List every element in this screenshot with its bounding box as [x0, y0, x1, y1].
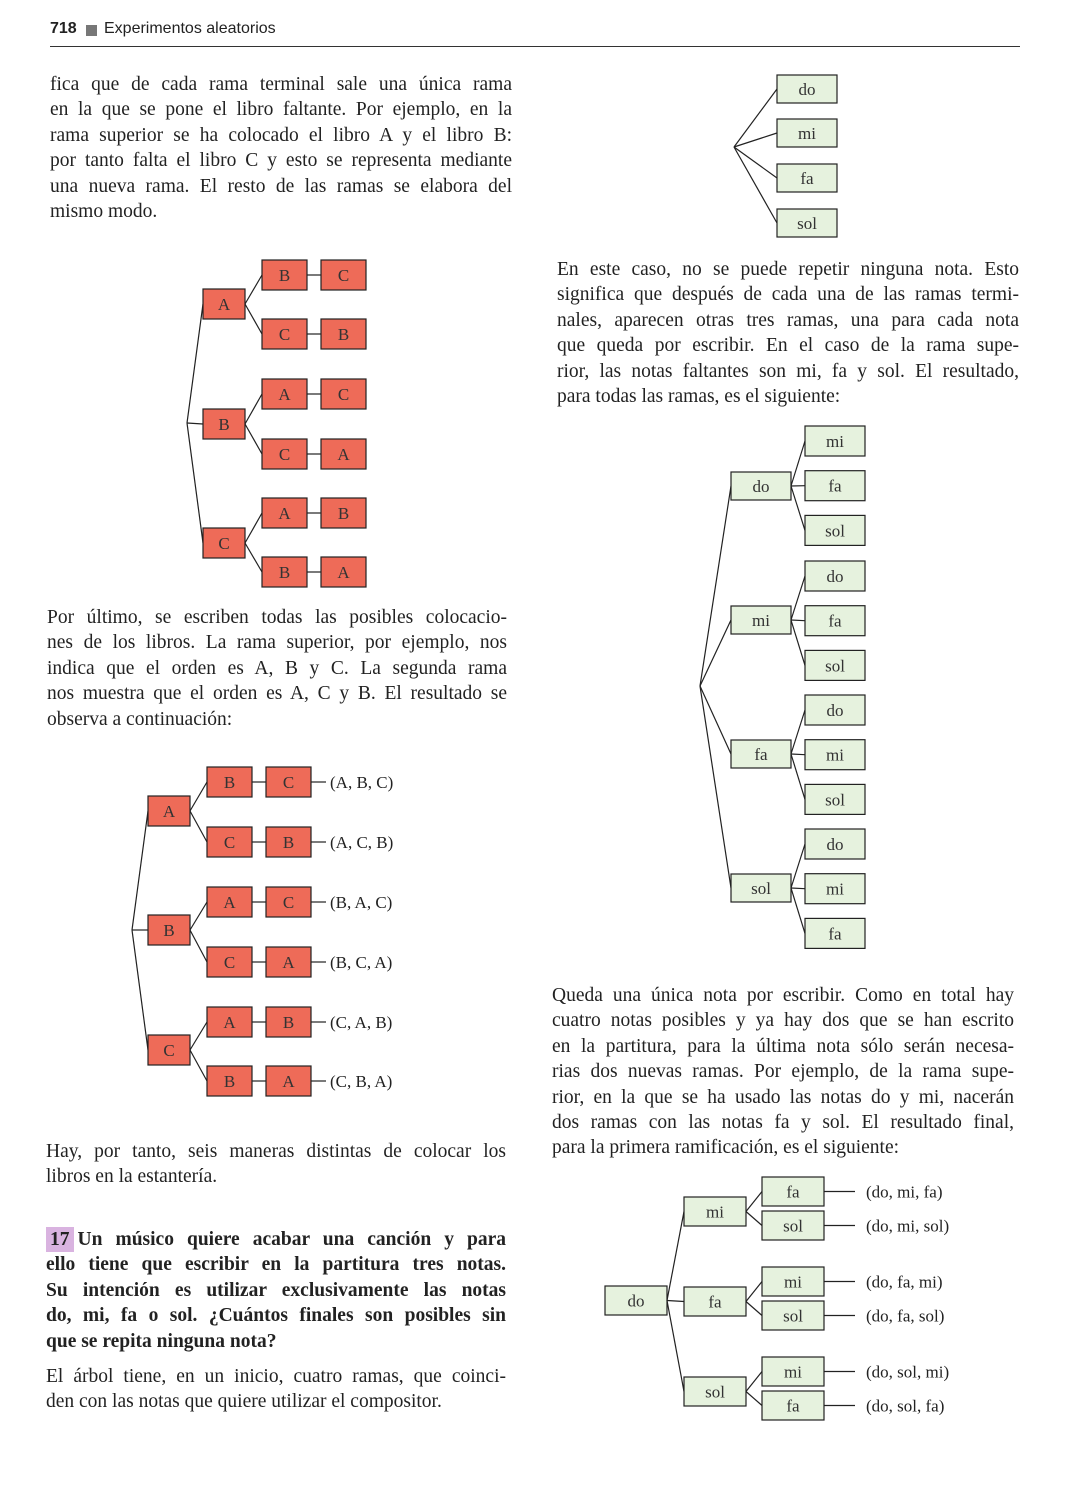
tree-node-label: C — [223, 953, 236, 972]
tree-node-second — [207, 947, 252, 977]
text-line: El árbol tiene, en un inicio, cuatro ramas, que coinci- — [46, 1366, 506, 1387]
text-line: nales, aparecen otras tres ramas, una para cada nota — [557, 309, 1019, 331]
tree-node-second — [262, 379, 307, 409]
text-line: rama superior se ha colocado el libro A y el libro B: — [50, 124, 512, 146]
tree-node-label: fa — [828, 611, 842, 631]
tree-node-first — [148, 796, 190, 826]
tree-branch — [791, 888, 805, 889]
tree-result-label: (do, sol, mi) — [866, 1362, 950, 1382]
text-line: Un músico quiere acabar una canción y para — [77, 1229, 506, 1250]
tree-branch — [700, 486, 731, 686]
tree-node-third — [266, 827, 311, 857]
text-line: indica que el orden es A, B y C. La segunda rama — [47, 657, 507, 679]
tree-branch — [245, 275, 262, 304]
tree-result-label: (A, B, C) — [330, 773, 394, 792]
tree-node-second — [207, 827, 252, 857]
tree-node-label: A — [278, 385, 291, 404]
tree-node-label: fa — [754, 745, 768, 764]
text-line: rior, las notas faltantes son mi, fa y sol. El resultado, — [557, 360, 1019, 382]
tree-branch — [746, 1192, 762, 1212]
tree-node-third — [762, 1391, 824, 1420]
text-line: que se repita ninguna nota? — [46, 1330, 277, 1352]
tree-node-label: mi — [798, 124, 816, 143]
tree-node-label: sol — [825, 790, 845, 810]
tree-node-first — [731, 472, 791, 500]
tree-node-note — [777, 164, 837, 192]
tree-node-second — [805, 515, 865, 545]
tree-node-second — [207, 887, 252, 917]
tree-branch — [190, 1050, 207, 1081]
tree-node-first — [731, 606, 791, 634]
tree-node-note — [777, 209, 837, 237]
tree-node-label: do — [627, 1291, 645, 1311]
tree-node-label: C — [337, 266, 350, 285]
tree-result-label: (do, sol, fa) — [866, 1396, 945, 1416]
tree-node-label: fa — [786, 1396, 800, 1416]
tree-branch — [245, 424, 262, 454]
tree-node-second — [805, 650, 865, 680]
text-line: en la que se pone el libro faltante. Por ejemplo, en la — [50, 99, 512, 121]
tree-node-label: A — [282, 1072, 295, 1091]
tree-branch — [734, 147, 777, 223]
tree-branch — [245, 394, 262, 424]
tree-node-third — [266, 1066, 311, 1096]
text-line: Por último, se escriben todas las posibles colocacio- — [47, 607, 507, 628]
tree-branch — [187, 423, 203, 543]
tree-node-label: mi — [706, 1202, 724, 1222]
tree-branch — [791, 844, 805, 888]
section-title: Experimentos aleatorios — [104, 20, 276, 37]
tree-node-third — [321, 557, 366, 587]
tree-branch — [791, 754, 805, 799]
tree-node-label: A — [337, 445, 350, 464]
tree-result-label: (B, C, A) — [330, 953, 393, 972]
tree-result-label: (B, A, C) — [330, 893, 393, 912]
tree-node-label: do — [798, 80, 816, 99]
tree-node-third — [321, 260, 366, 290]
tree-branch — [746, 1282, 762, 1302]
tree-node-label: mi — [826, 879, 844, 899]
tree-branch — [667, 1212, 684, 1301]
tree-node-label: B — [218, 415, 230, 434]
tree-node-first — [148, 1035, 190, 1065]
tree-branch — [245, 543, 262, 572]
tree-branch — [791, 620, 805, 621]
tree-node-second — [262, 557, 307, 587]
tree-branch — [791, 441, 805, 486]
tree-node-label: fa — [708, 1292, 722, 1312]
tree-node-label: A — [162, 802, 176, 821]
tree-node-third — [762, 1211, 824, 1240]
text-line: por tanto falta el libro C y esto se representa mediante — [50, 150, 512, 172]
tree-node-label: C — [163, 1041, 175, 1060]
tree-branch — [746, 1372, 762, 1392]
tree-result-label: (do, mi, sol) — [866, 1216, 950, 1236]
tree-node-third — [266, 947, 311, 977]
tree-node-third — [762, 1177, 824, 1206]
tree-node-second — [805, 829, 865, 859]
tree-branch — [746, 1212, 762, 1226]
text-line: en la partitura, para la última nota sólo serán necesa- — [552, 1035, 1014, 1057]
tree-node-first — [731, 740, 791, 768]
tree-node-label: do — [826, 701, 844, 720]
text-line: cuatro notas posibles y ya hay dos que se han escrito — [552, 1010, 1014, 1032]
tree-node-root — [605, 1286, 667, 1315]
tree-branch — [187, 304, 203, 423]
text-line: para todas las ramas, es el siguiente: — [557, 386, 841, 408]
tree-node-note — [777, 119, 837, 147]
text-line: ello tiene que escribir en la partitura tres notas. — [46, 1254, 506, 1276]
tree-node-third — [266, 767, 311, 797]
tree-node-second — [805, 784, 865, 814]
tree-branch — [791, 486, 805, 530]
tree-branch — [190, 1022, 207, 1050]
tree-node-first — [203, 289, 245, 319]
tree-node-label: A — [223, 1013, 236, 1032]
tree-branch — [734, 133, 777, 147]
tree-node-label: fa — [828, 924, 842, 944]
tree-node-second — [805, 426, 865, 456]
tree-result-label: (do, fa, mi) — [866, 1272, 943, 1292]
tree-branch — [791, 754, 805, 755]
tree-node-label: C — [337, 385, 350, 404]
text-line: En este caso, no se puede repetir ninguna nota. Esto — [557, 259, 1019, 280]
tree-branch — [667, 1301, 684, 1392]
exercise-number: 17 — [46, 1227, 74, 1252]
tree-node-label: fa — [786, 1182, 800, 1202]
text-line: observa a continuación: — [47, 708, 233, 730]
text-line: Queda una única nota por escribir. Como en total hay — [552, 985, 1014, 1006]
tree-node-label: C — [282, 893, 295, 912]
tree-node-label: B — [337, 325, 350, 344]
text-line: significa que después de cada una de las ramas termi- — [557, 284, 1019, 306]
tree-node-label: B — [223, 1072, 236, 1091]
tree-node-label: B — [282, 1013, 295, 1032]
tree-node-label: sol — [825, 521, 845, 541]
tree-node-third — [321, 439, 366, 469]
tree-node-third — [762, 1357, 824, 1386]
tree-node-label: sol — [705, 1382, 725, 1402]
tree-node-third — [762, 1267, 824, 1296]
text-line: nes de los libros. La rama superior, por ejemplo, nos — [47, 632, 507, 654]
tree-branch — [791, 576, 805, 620]
tree-branch — [190, 902, 207, 930]
tree-node-second — [805, 918, 865, 948]
tree-node-label: do — [752, 477, 770, 496]
tree-node-first — [731, 874, 791, 902]
tree-node-label: fa — [800, 169, 814, 188]
tree-branch — [245, 513, 262, 543]
tree-branch — [667, 1301, 684, 1302]
tree-node-label: mi — [826, 432, 844, 451]
text-line: Su intención es utilizar exclusivamente las notas — [46, 1279, 506, 1301]
tree-node-third — [266, 1007, 311, 1037]
tree-node-label: sol — [751, 879, 771, 898]
tree-result-label: (C, A, B) — [330, 1013, 393, 1032]
tree-node-label: C — [278, 325, 291, 344]
tree-node-label: C — [282, 773, 295, 792]
tree-result-label: (A, C, B) — [330, 833, 394, 852]
tree-node-label: sol — [783, 1216, 803, 1236]
tree-node-second — [805, 561, 865, 591]
tree-node-first — [203, 528, 245, 558]
text-line: para la primera ramificación, es el siguiente: — [552, 1137, 900, 1159]
tree-node-third — [321, 379, 366, 409]
text-line: una nueva rama. El resto de las ramas se elabora del — [50, 175, 512, 197]
tree-node-label: mi — [826, 745, 844, 765]
tree-node-label: C — [218, 534, 230, 553]
tree-node-second — [805, 471, 865, 501]
tree-node-label: A — [282, 953, 295, 972]
tree-branch — [190, 930, 207, 962]
text-line: do, mi, fa o sol. ¿Cuántos finales son posibles sin — [46, 1305, 506, 1327]
tree-node-second — [262, 319, 307, 349]
tree-node-third — [266, 887, 311, 917]
tree-branch — [791, 888, 805, 933]
tree-node-label: B — [223, 773, 236, 792]
tree-node-label: mi — [784, 1362, 802, 1382]
tree-branch — [700, 686, 731, 888]
text-line: libros en la estantería. — [46, 1166, 218, 1188]
text-line: nos muestra que el orden es A, C y B. El resultado se — [47, 683, 507, 705]
tree-node-label: A — [278, 504, 291, 523]
tree-node-label: B — [163, 921, 175, 940]
tree-node-label: B — [282, 833, 295, 852]
text-line: mismo modo. — [50, 201, 158, 223]
text-line: rior, en la que se ha usado las notas do y mi, nacerán — [552, 1086, 1014, 1108]
tree-branch — [190, 782, 207, 811]
text-line: Hay, por tanto, seis maneras distintas de colocar los — [46, 1141, 506, 1162]
tree-result-label: (do, fa, sol) — [866, 1306, 945, 1326]
tree-node-third — [321, 319, 366, 349]
tree-node-label: do — [826, 567, 844, 586]
tree-node-label: do — [826, 835, 844, 854]
tree-node-label: B — [278, 266, 291, 285]
tree-node-second — [207, 767, 252, 797]
tree-node-second — [684, 1377, 746, 1406]
tree-node-second — [805, 695, 865, 725]
tree-branch — [132, 930, 148, 1050]
tree-node-label: B — [278, 563, 291, 582]
tree-result-label: (C, B, A) — [330, 1072, 393, 1091]
tree-node-label: mi — [784, 1272, 802, 1292]
tree-node-note — [777, 75, 837, 103]
tree-node-label: mi — [752, 611, 770, 630]
tree-node-label: B — [337, 504, 350, 523]
tree-branch — [132, 811, 148, 930]
tree-node-label: A — [223, 893, 236, 912]
tree-node-label: fa — [828, 476, 842, 496]
tree-node-second — [805, 874, 865, 904]
tree-node-second — [684, 1287, 746, 1316]
tree-node-second — [207, 1066, 252, 1096]
tree-node-first — [148, 915, 190, 945]
tree-node-label: C — [278, 445, 291, 464]
tree-node-label: A — [337, 563, 350, 582]
text-line: dos ramas con las notas fa y sol. El resultado final, — [552, 1112, 1014, 1134]
tree-branch — [734, 89, 777, 147]
text-line: den con las notas que quiere utilizar el compositor. — [46, 1391, 442, 1413]
tree-node-second — [684, 1197, 746, 1226]
tree-result-label: (do, mi, fa) — [866, 1182, 943, 1202]
tree-branch — [734, 147, 777, 178]
tree-branch — [190, 811, 207, 842]
tree-node-third — [762, 1301, 824, 1330]
tree-node-label: A — [217, 295, 231, 314]
tree-node-label: sol — [825, 656, 845, 676]
tree-node-second — [207, 1007, 252, 1037]
tree-branch — [791, 620, 805, 665]
page-number: 718 — [50, 20, 77, 37]
tree-node-second — [262, 498, 307, 528]
tree-node-second — [805, 606, 865, 636]
tree-branch — [746, 1392, 762, 1406]
tree-branch — [245, 304, 262, 334]
tree-node-label: C — [223, 833, 236, 852]
tree-node-first — [203, 409, 245, 439]
text-line: rias dos nuevas ramas. Por ejemplo, de la rama supe- — [552, 1061, 1014, 1083]
tree-node-label: sol — [783, 1306, 803, 1326]
tree-node-second — [262, 439, 307, 469]
text-line: que queda por escribir. En el caso de la rama supe- — [557, 335, 1019, 357]
tree-node-label: sol — [797, 214, 817, 233]
tree-branch — [187, 423, 203, 424]
tree-node-third — [321, 498, 366, 528]
tree-node-second — [262, 260, 307, 290]
tree-node-second — [805, 740, 865, 770]
tree-branch — [791, 710, 805, 754]
text-line: fica que de cada rama terminal sale una única rama — [50, 74, 512, 95]
tree-branch — [746, 1302, 762, 1316]
